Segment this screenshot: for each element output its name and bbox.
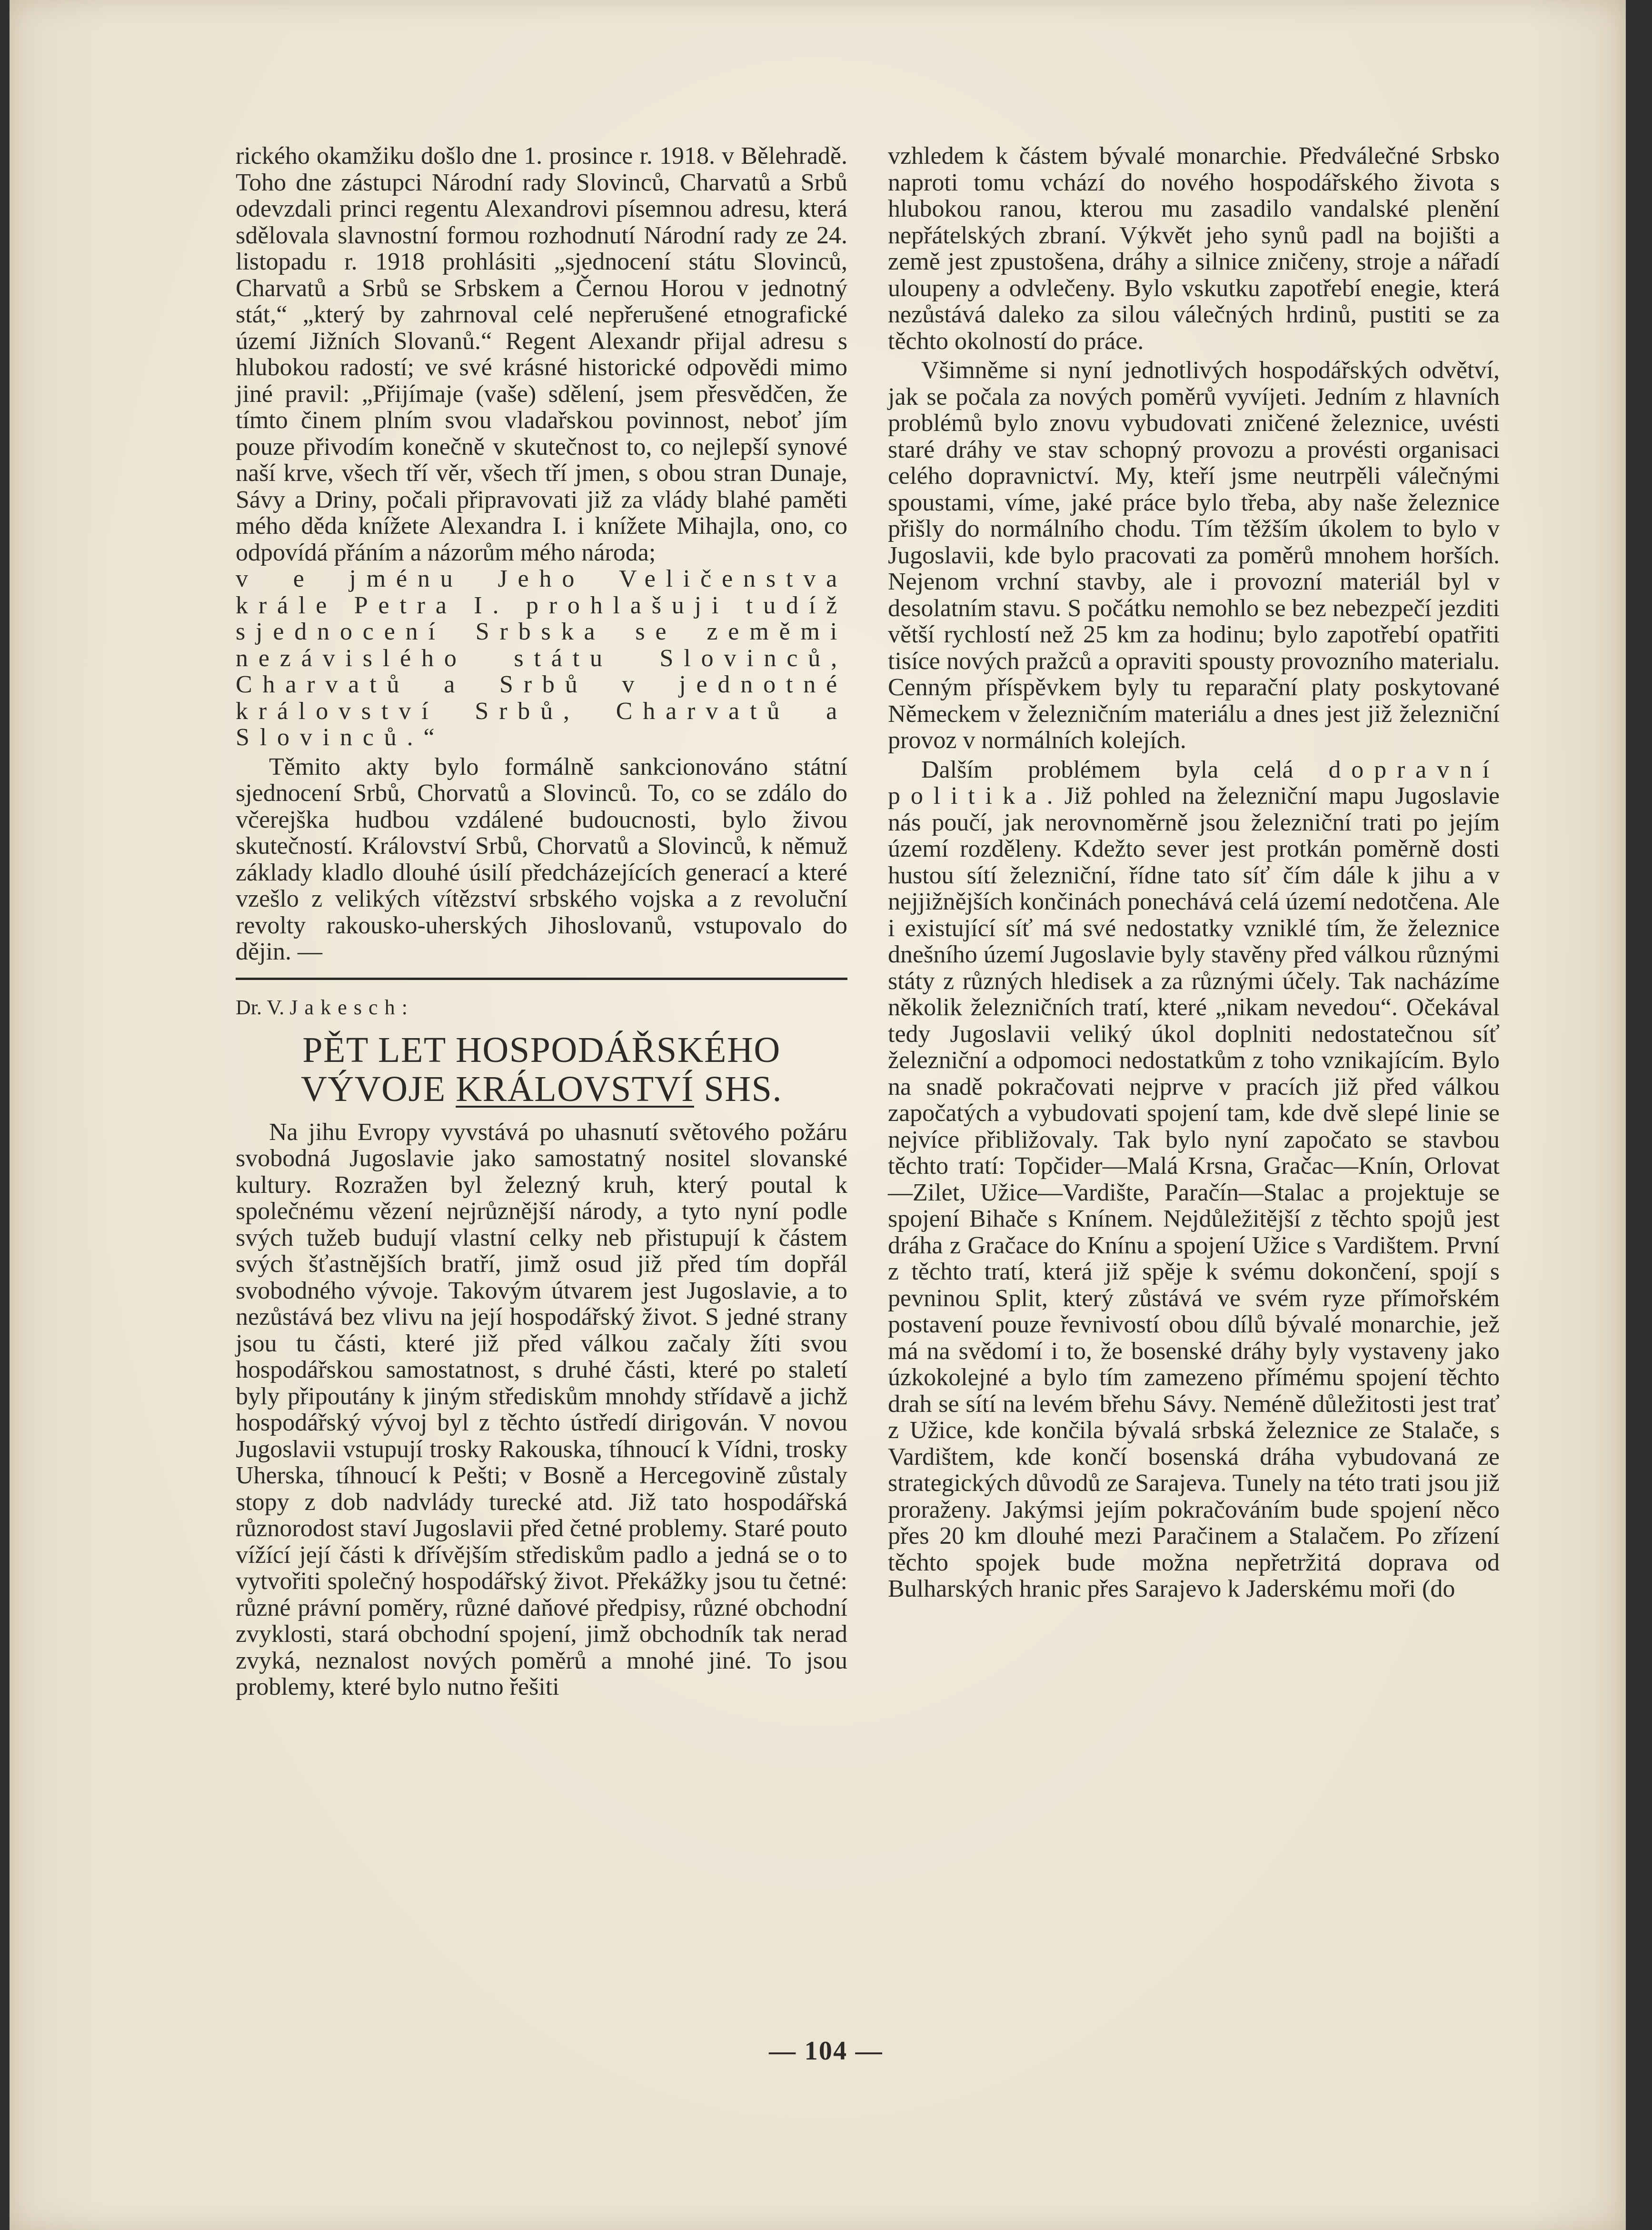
- paragraph-serbia: vzhledem k částem bývalé monarchie. Předválečné Srbsko naproti tomu vchází do nového hospodářského života s hlubokou ranou, kterou mu zasadilo vandalské plenění nepřátelských zbraní. Výkvět jeho synů padl na bojišti a země jest zpustošena, dráhy a silnice zničeny, stroje a nářadí uloupeny a odvlečeny. Bylo vskutku zapotřebí enegie, která nezůstává daleko za silou válečných hrdinů, pustiti se za těchto okolností do práce.: [888, 142, 1500, 355]
- paragraph-proclamation: rického okamžiku došlo dne 1. prosince r. 1918. v Bělehradě. Toho dne zástupci Národní rady Slovinců, Charvatů a Srbů odevzdali princi regentu Alexandrovi písemnou adresu, která sdělovala slavnostní formou rozhodnutí Národní rady ze 24. listopadu r. 1918 prohlásiti „sjednocení státu Slovinců, Charvatů a Srbů se Srbskem a Černou Horou v jednotný stát,“ „který by zahrnoval celé nepřerušené etnografické území Jižních Slovanů.“ Regent Alexandr přijal adresu s hlubokou radostí; ve své krásné historické odpovědi mimo jiné pravil: „Přijímaje (vaše) sdělení, jsem přesvědčen, že tímto činem plním svou vladařskou povinnost, neboť jím pouze přivodím konečně v skutečnost to, co nejlepší synové naší krve, všech tří věr, všech tří jmen, s obou stran Dunaje, Sávy a Driny, počali připravovati již za vlády blahé paměti mého děda knížete Alexandra I. i knížete Mihajla, ono, co odpovídá přáním a názorům mého národa;: [236, 142, 847, 566]
- article-title: [236, 1030, 847, 1109]
- paragraph-article-intro: Na jihu Evropy vyvstává po uhasnutí světového požáru svobodná Jugoslavie jako samostatný nositel slovanské kultury. Rozražen byl železný kruh, který poutal k společnému vězení nejrůznější národy, a tyto nyní podle svých tužeb budují vlastní celky neb přistupují k částem svých šťastnějších bratří, jimž osud již před tím dopřál svobodného vývoje. Takovým útvarem jest Jugoslavie, a to nezůstává bez vlivu na její hospodářský život. S jedné strany jsou tu části, které již před válkou začaly žíti svou hospodářskou samostatnost, s druhé části, které po staletí byly připoutány k jiným střediskům mnohdy střídavě a jichž hospodářský vývoj byl z těchto ústředí dirigován. V novou Jugoslavii vstupují trosky Rakouska, tíhnoucí k Vídni, trosky Uherska, tíhnoucí k Pešti; v Bosně a Hercegovině zůstaly stopy z dob nadvlády turecké atd. Již tato hospodářská různorodost staví Jugoslavii před četné problemy. Staré pouto vížící její části k dřívějším střediskům padlo a jedná se o to vytvořiti společný hospodářský život. Překážky jsou tu četné: různé právní poměry, různé daňové předpisy, různé obchodní zvyklosti, stará obchodní spojení, jimž obchodník tak nerad zvyká, neznalost nových poměrů a mnohé jiné. To jsou problemy, které bylo nutno řešiti: [236, 1118, 847, 1700]
- transport-rest: . Již pohled na železniční mapu Jugoslavie nás poučí, jak nerovnoměrně jsou železniční trati po jejím území rozděleny. Kdežto sever jest protkán poměrně dosti hustou sítí železniční, řídne tato síť čím dále k jihu a v nejjižnějších končinách ponechává celá území nedotčena. Ale i existující síť má své nedostatky vzniklé tím, že železnice dnešního území Jugoslavie byly stavěny před válkou různými státy z různých hledisek a za různými účely. Tak nacházíme několik železničních tratí, které „nikam nevedou“. Očekával tedy Jugoslavii veliký úkol doplniti nedostatečnou síť železniční a odpomoci nedostatkům z toho vznikajícím. Bylo na snadě pokračovati nejprve v pracích již před válkou započatých a vybudovati spojení tam, kde dvě slepé linie se nejvíce přibližovaly. Tak bylo nyní započato se stavbou těchto tratí: Topčider—Malá Krsna, Gračac—Knín, Orlovat—Zilet, Užice—Vardište, Paračín—Stalac a projektuje se spojení Bihače s Knínem. Nejdůležitější z těchto spojů jest dráha z Gračace do Knínu a spojení Užice s Vardištem. První z těchto tratí, která již spěje k svému dokončení, spojí s pevninou Split, který zůstává ve svém ryze přímořském postavení pouze řevnivostí obou dílů bývalé monarchie, jež má na svědomí i to, že bosenské dráhy byly vystaveny jako úzkokolejné a bylo tím zamezeno přímému spojení těchto drah se sítí na levém břehu Sávy. Neméně důležitosti jest trať z Užice, kde končila bývalá srbská železnice ze Stalače, s Vardištem, kde končí bosenská dráha vybudovaná ze strategických důvodů ze Sarajeva. Tunely na této trati jsou již proraženy. Jakýmsi jejím pokračováním bude spojení něco přes 20 km dlouhé mezi Paračinem a Stalačem. Po zřízení těchto spojek bude možna nepřetržitá doprava od Bulharských hranic přes Sarajevo k Jaderskému moři (do: [888, 782, 1500, 1602]
- title-line2-plain: VÝVOJE: [301, 1069, 456, 1109]
- article-divider: [236, 978, 847, 980]
- article-title-line1: PĚT LET HOSPODÁŘSKÉHO: [302, 1030, 781, 1070]
- paragraph-railways: Všimněme si nyní jednotlivých hospodářských odvětví, jak se počala za nových poměrů vyvíjeti. Jedním z hlavních problémů bylo znovu vybudovati zničené železnice, uvésti staré dráhy ve stav schopný provozu a provésti organisaci celého dopravnictví. My, kteří jsme neutrpěli válečnými spoustami, víme, jaké práce bylo třeba, aby naše železnice přišly do normálního chodu. Tím těžším úkolem to bylo v Jugoslavii, kde bylo pracovati za poměrů mnohem horších. Nejenom vrchní stavby, ale i provozní materiál byl v desolatním stavu. S počátku nemohlo se bez nebezpečí jezditi větší rychlostí než 25 km za hodinu; bylo zapotřebí opatřiti tisíce nových pražců a opraviti spousty provozního materialu. Cenným příspěvkem byly tu reparační platy poskytované Německem v železničním materiálu a dnes jest již železniční provoz v normálních kolejích.: [888, 357, 1500, 754]
- title-line2-end: SHS.: [694, 1069, 782, 1109]
- paragraph-transport-policy: [888, 757, 1500, 1602]
- article-author: [236, 994, 847, 1021]
- transport-start: Dalším problémem byla celá: [921, 756, 1329, 783]
- left-column: [236, 143, 847, 1700]
- author-name: Jakesch:: [289, 995, 415, 1019]
- paragraph-sanction: Těmito akty bylo formálně sankcionováno státní sjednocení Srbů, Chorvatů a Slovinců. To, co se zdálo do včerejška hudbou vzdálené budoucnosti, bylo živou skutečností. Království Srbů, Chorvatů a Slovinců, k němuž základy kladlo dlouhé úsilí předcházejících generací a které vzešlo z velikých vítězství srbského vojska a z revoluční revolty rakousko-uherských Jihoslovanů, vstupovalo do dějin. —: [236, 753, 847, 965]
- article-title-line2: [236, 1070, 847, 1109]
- magazine-page: [10, 0, 1626, 2230]
- page-number: — 104 —: [769, 2036, 883, 2066]
- title-line2-underlined: KRÁLOVSTVÍ: [456, 1069, 694, 1109]
- spaced-quote: v e jménu Jeho Veličenstva krále Petra I. prohlašuji tudíž sjednocení Srbska se zeměmi nezávislého státu Slovinců, Charvatů a Srbů v jednotné království Srbů, Charvatů a Slovinců.“: [236, 565, 847, 751]
- right-column: [888, 143, 1500, 1602]
- author-prefix: Dr. V.: [236, 995, 285, 1019]
- transport-spaced: dopravní politika: [888, 756, 1500, 810]
